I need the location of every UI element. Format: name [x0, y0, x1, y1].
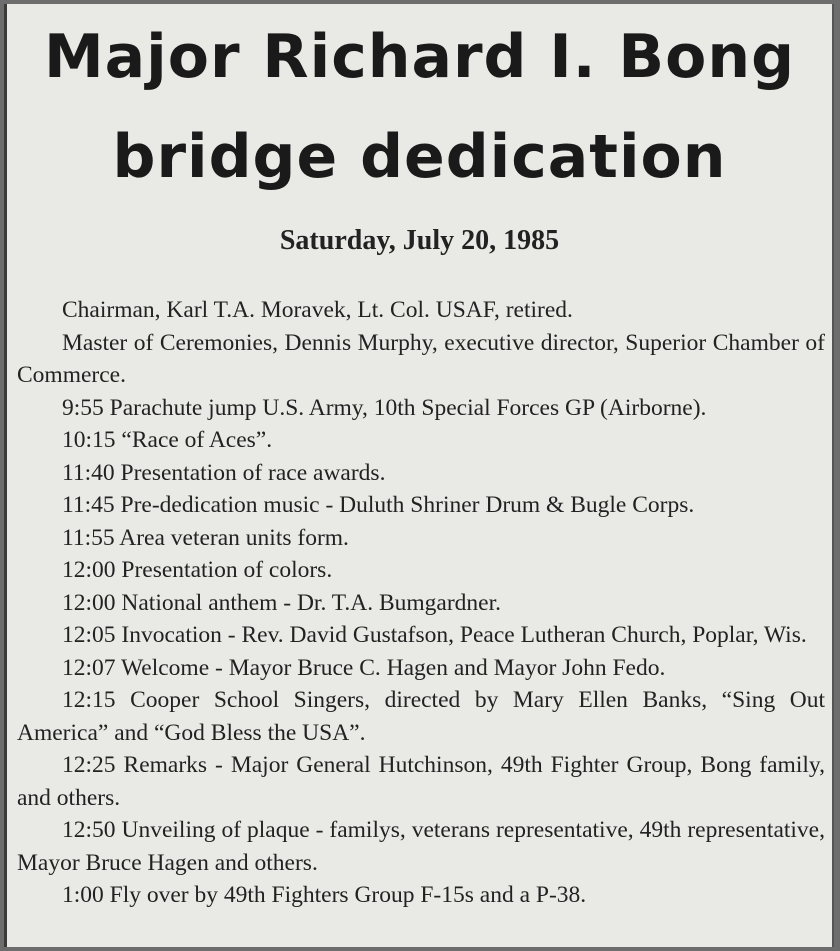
- program-item: 12:15 Cooper School Singers, directed by Mary Ellen Banks, “Sing Out America” and “God Bless the USA”.: [17, 687, 825, 746]
- program-item: 12:00 Presentation of colors.: [62, 557, 333, 583]
- program-item: 11:55 Area veteran units form.: [62, 524, 349, 551]
- event-date: Saturday, July 20, 1985: [279, 225, 560, 256]
- program-item: 12:25 Remarks - Major General Hutchinson, 49th Fighter Group, Bong family, and others.: [17, 752, 825, 811]
- program-list: [17, 294, 825, 912]
- program-item: 10:15 “Race of Aces”.: [62, 427, 273, 453]
- program-item: 1:00 Fly over by 49th Fighters Group F-15s and a P-38.: [62, 882, 587, 908]
- program-item: 9:55 Parachute jump U.S. Army, 10th Special Forces GP (Airborne).: [62, 394, 707, 421]
- headline-line-1: Major Richard I. Bong: [43, 22, 796, 92]
- program-item: Chairman, Karl T.A. Moravek, Lt. Col. USAF, retired.: [62, 297, 573, 323]
- program-item: 12:07 Welcome - Mayor Bruce C. Hagen and Mayor John Fedo.: [62, 654, 666, 681]
- program-item: 11:40 Presentation of race awards.: [62, 459, 386, 486]
- program-item: 12:00 National anthem - Dr. T.A. Bumgardner.: [62, 589, 502, 616]
- program-item: 11:45 Pre-dedication music - Duluth Shriner Drum & Bugle Corps.: [62, 492, 695, 518]
- program-item: 12:50 Unveiling of plaque - familys, veterans representative, 49th representative, Mayor Bruce Hagen and others.: [17, 817, 825, 876]
- program-item: Master of Ceremonies, Dennis Murphy, executive director, Superior Chamber of Commerce.: [17, 329, 825, 388]
- program-item: 12:05 Invocation - Rev. David Gustafson, Peace Lutheran Church, Poplar, Wis.: [62, 622, 807, 648]
- newspaper-clipping: [4, 4, 834, 947]
- headline-line-2: bridge dedication: [112, 122, 727, 192]
- headline: [7, 7, 832, 207]
